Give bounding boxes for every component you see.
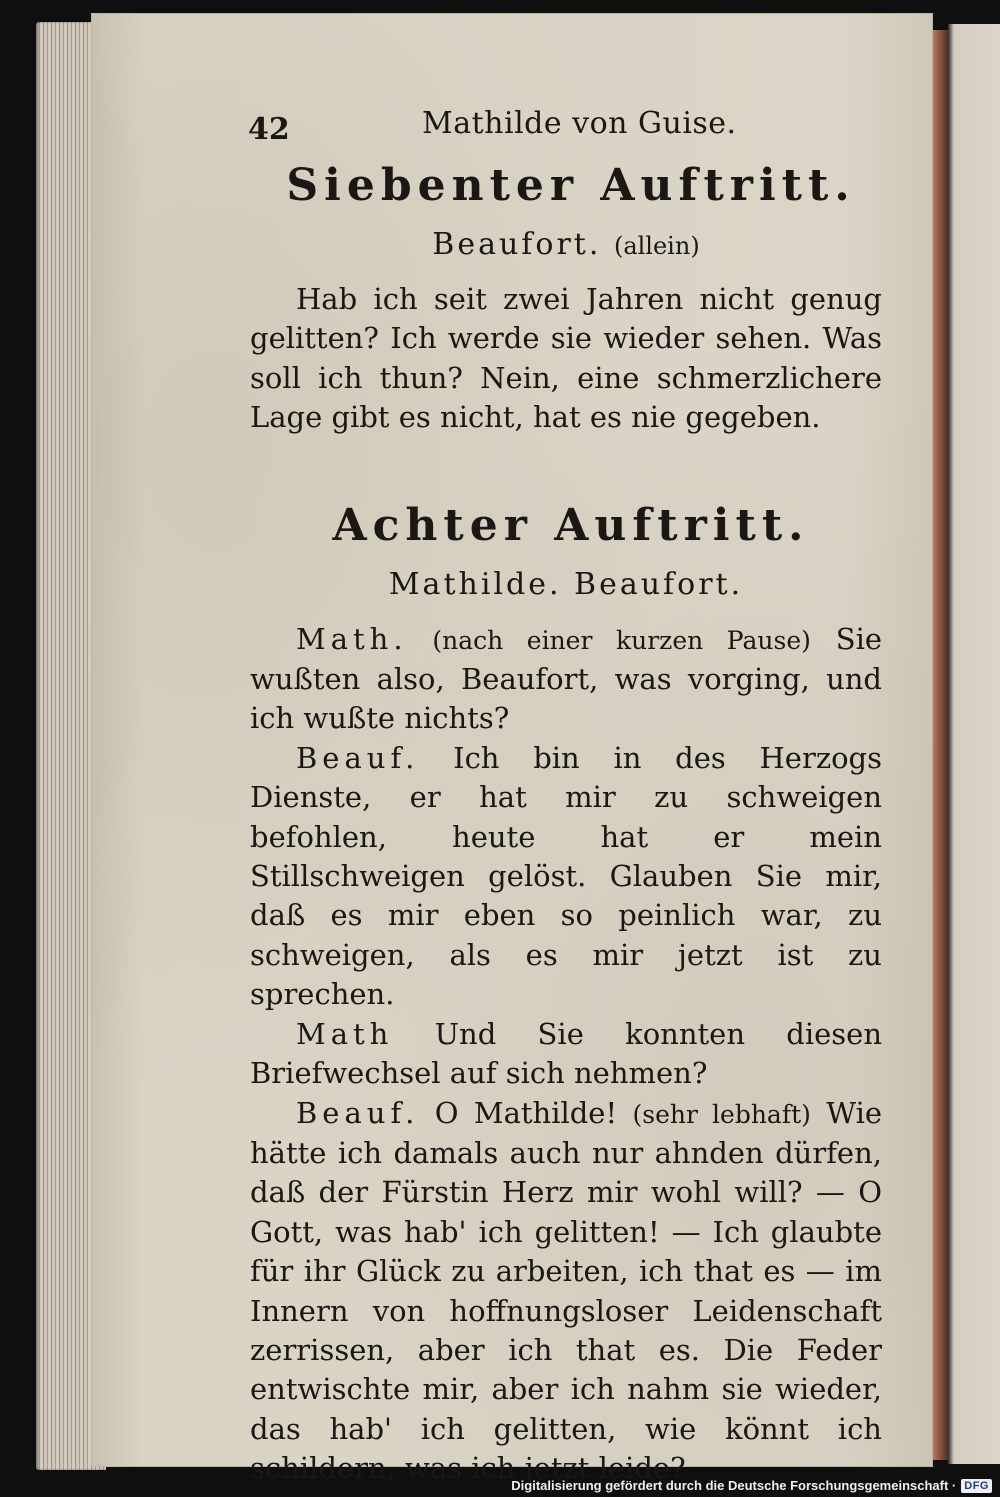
- speaker-name: Beauf.: [296, 740, 420, 775]
- scene-heading: Siebenter Auftritt.: [286, 160, 856, 211]
- speaker-name: Beauf.: [296, 1095, 420, 1130]
- facing-page: [948, 24, 1000, 1464]
- cast-names: Beaufort.: [432, 227, 602, 262]
- running-title: Mathilde von Guise.: [422, 106, 737, 141]
- speech-text: Und Sie konnten diesen Briefwechsel auf sich nehmen?: [250, 1016, 883, 1091]
- speech-text: Wie hätte ich damals auch nur ahnden dürfen, daß der Fürstin Herz mir wohl will? — O Gott, was hab' ich gelitten! — Ich glaubte für ihr Glück zu arbeiten, ich that es — im Innern von hoffnungsloser Leidenschaft zerrissen, aber ich that es. Die Feder entwischte mir, aber ich nahm sie wieder, das hab' ich gelitten, wie könnt ich schildern, was ich jetzt leide?: [250, 1095, 882, 1486]
- stage-direction: (sehr lebhaft): [632, 1099, 811, 1129]
- dfg-logo: DFG: [961, 1479, 992, 1493]
- speech: [250, 1015, 882, 1094]
- cast-note: (allein): [613, 232, 700, 260]
- speech-text: Sie wußten also, Beaufort, was vorging, und ich wußte nichts?: [250, 621, 883, 736]
- cast-list: [250, 227, 882, 262]
- scene-heading: Achter Auftritt.: [332, 499, 810, 551]
- cast-names: Mathilde. Beaufort.: [388, 566, 744, 602]
- speech-text: Ich bin in des Herzogs Dienste, er hat mir zu schweigen befohlen, heute hat er mein Stillschweigen gelöst. Glauben Sie mir, daß es mir eben so peinlich war, zu schweigen, als es mir jetzt ist zu sprechen.: [250, 740, 883, 1012]
- page-number: 42: [248, 112, 290, 147]
- cast-list: [250, 567, 882, 602]
- page-header: [250, 96, 882, 146]
- credit-text: Digitalisierung gefördert durch die Deutsche Forschungsgemeinschaft ·: [511, 1478, 957, 1493]
- speech: [250, 620, 882, 739]
- stage-direction: (nach einer kurzen Pause): [432, 625, 811, 655]
- digitization-credit: [511, 1478, 992, 1493]
- speaker-name: Math: [296, 1016, 394, 1051]
- page-text: [250, 96, 882, 1489]
- monologue: Hab ich seit zwei Jahren nicht genug gelitten? Ich werde sie wieder sehen. Was soll ich thun? Nein, eine schmerzlichere Lage gibt es nicht, hat es nie gegeben.: [250, 282, 882, 435]
- speech: [250, 739, 882, 1015]
- speech: [250, 1094, 882, 1489]
- speech-text: O Mathilde!: [434, 1095, 618, 1130]
- speaker-name: Math.: [296, 621, 408, 656]
